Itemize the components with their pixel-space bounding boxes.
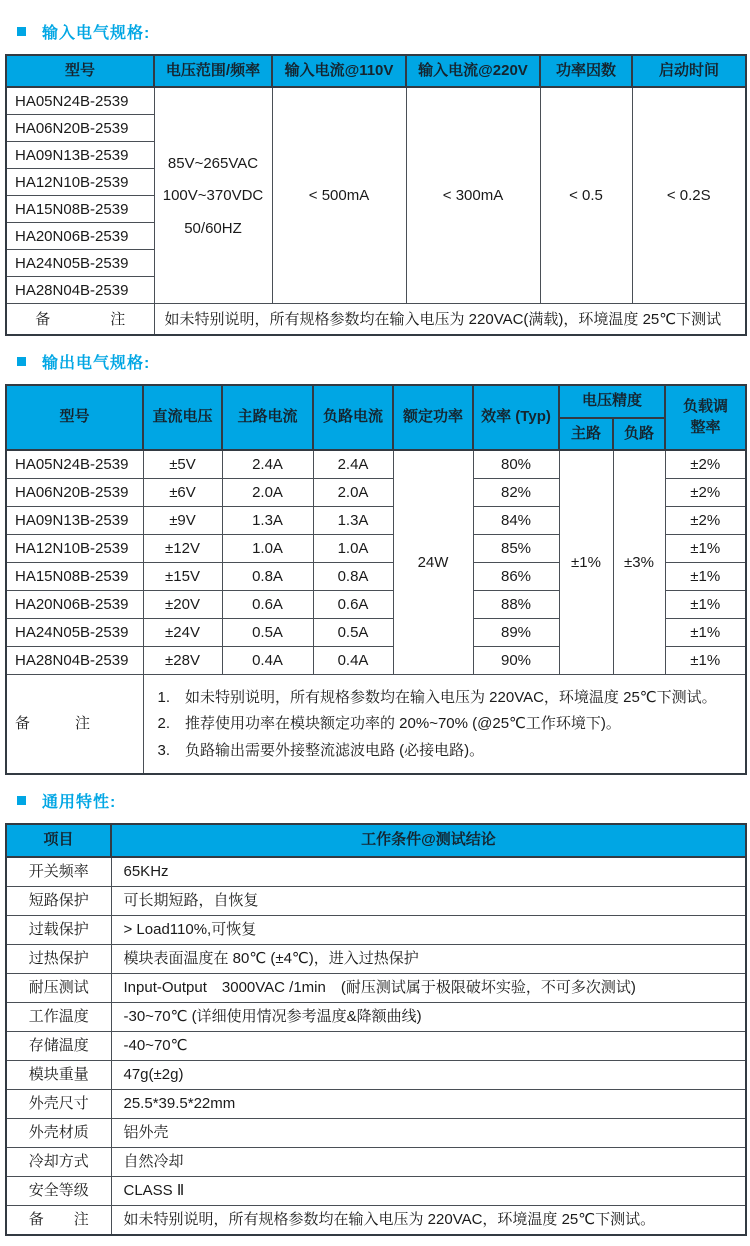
- main-current-cell: 2.4A: [222, 450, 313, 479]
- neg-current-cell: 0.4A: [313, 646, 393, 674]
- remark-line-1: 1. 如未特别说明，所有规格参数均在输入电压为 220VAC，环境温度 25℃下测试。: [157, 688, 717, 706]
- model-cell: HA05N24B-2539: [6, 450, 143, 479]
- general-section-title: [17, 789, 745, 812]
- dc-voltage-cell: ±24V: [143, 618, 222, 646]
- table-row: [6, 450, 746, 479]
- table-row: [6, 1118, 746, 1147]
- power-factor-cell: < 0.5: [540, 87, 632, 304]
- dc-voltage-cell: ±5V: [143, 450, 222, 479]
- input-spec-table: [5, 54, 747, 336]
- model-cell: HA09N13B-2539: [6, 142, 154, 169]
- main-current-cell: 1.3A: [222, 506, 313, 534]
- item-cell: 外壳尺寸: [6, 1089, 111, 1118]
- neg-current-cell: 2.4A: [313, 450, 393, 479]
- col-header-voltage-precision: 电压精度: [559, 385, 665, 417]
- general-header-row: [6, 824, 746, 856]
- load-reg-cell: ±2%: [665, 506, 746, 534]
- load-reg-cell: ±2%: [665, 450, 746, 479]
- load-reg-cell: ±2%: [665, 478, 746, 506]
- efficiency-cell: 88%: [473, 590, 559, 618]
- item-cell: 开关频率: [6, 857, 111, 887]
- model-cell: HA20N06B-2539: [6, 223, 154, 250]
- efficiency-cell: 86%: [473, 562, 559, 590]
- load-reg-cell: ±1%: [665, 618, 746, 646]
- model-cell: HA24N05B-2539: [6, 618, 143, 646]
- col-header-main-current: 主路电流: [222, 385, 313, 450]
- precision-neg-cell: ±3%: [613, 450, 665, 675]
- col-header-condition: 工作条件@测试结论: [111, 824, 746, 856]
- model-cell: HA06N20B-2539: [6, 115, 154, 142]
- precision-main-cell: ±1%: [559, 450, 613, 675]
- main-current-cell: 0.5A: [222, 618, 313, 646]
- remark-text: 如未特别说明，所有规格参数均在输入电压为 220VAC(满载)，环境温度 25℃下测试: [154, 304, 746, 336]
- col-header-voltage-range: 电压范围/频率: [154, 55, 272, 87]
- voltage-line-2: 100V~370VDC: [162, 187, 264, 204]
- value-cell: 47g(±2g): [111, 1060, 746, 1089]
- main-current-cell: 2.0A: [222, 478, 313, 506]
- load-reg-cell: ±1%: [665, 646, 746, 674]
- dc-voltage-cell: ±28V: [143, 646, 222, 674]
- model-cell: HA15N08B-2539: [6, 562, 143, 590]
- main-current-cell: 0.8A: [222, 562, 313, 590]
- remark-line-3: 3. 负路输出需要外接整流滤波电路 (必接电路)。: [157, 741, 485, 759]
- input-remark-row: [6, 304, 746, 336]
- voltage-line-3: 50/60HZ: [184, 219, 242, 237]
- model-cell: HA20N06B-2539: [6, 590, 143, 618]
- col-header-model: 型号: [6, 385, 143, 450]
- remark-label: 备 注: [6, 674, 143, 774]
- value-cell: 可长期短路，自恢复: [111, 886, 746, 915]
- dc-voltage-cell: ±12V: [143, 534, 222, 562]
- item-cell: 过热保护: [6, 944, 111, 973]
- table-row: [6, 1089, 746, 1118]
- col-header-rated-power: 额定功率: [393, 385, 473, 450]
- value-cell: 65KHz: [111, 857, 746, 887]
- model-cell: HA06N20B-2539: [6, 478, 143, 506]
- input-header-row: [6, 55, 746, 87]
- table-row: [6, 886, 746, 915]
- value-cell: CLASS Ⅱ: [111, 1176, 746, 1205]
- table-row: [6, 87, 746, 115]
- dc-voltage-cell: ±6V: [143, 478, 222, 506]
- neg-current-cell: 0.8A: [313, 562, 393, 590]
- item-cell: 模块重量: [6, 1060, 111, 1089]
- item-cell: 存储温度: [6, 1031, 111, 1060]
- model-cell: HA15N08B-2539: [6, 196, 154, 223]
- table-row: [6, 944, 746, 973]
- efficiency-cell: 82%: [473, 478, 559, 506]
- section-bullet-icon: [17, 27, 26, 36]
- efficiency-cell: 80%: [473, 450, 559, 479]
- output-header-row-1: [6, 385, 746, 417]
- col-header-dc-voltage: 直流电压: [143, 385, 222, 450]
- col-header-precision-main: 主路: [559, 418, 613, 450]
- load-reg-cell: ±1%: [665, 590, 746, 618]
- dc-voltage-cell: ±15V: [143, 562, 222, 590]
- general-spec-table: [5, 823, 747, 1235]
- table-row: [6, 1176, 746, 1205]
- model-cell: HA28N04B-2539: [6, 277, 154, 304]
- rated-power-cell: 24W: [393, 450, 473, 675]
- main-current-cell: 1.0A: [222, 534, 313, 562]
- main-current-cell: 0.6A: [222, 590, 313, 618]
- voltage-range-cell: [154, 87, 272, 304]
- efficiency-cell: 85%: [473, 534, 559, 562]
- col-header-model: 型号: [6, 55, 154, 87]
- startup-time-cell: < 0.2S: [632, 87, 746, 304]
- model-cell: HA12N10B-2539: [6, 169, 154, 196]
- model-cell: HA12N10B-2539: [6, 534, 143, 562]
- model-cell: HA28N04B-2539: [6, 646, 143, 674]
- section-title-text: 输出电气规格:: [42, 355, 151, 373]
- dc-voltage-cell: ±9V: [143, 506, 222, 534]
- neg-current-cell: 0.6A: [313, 590, 393, 618]
- neg-current-cell: 2.0A: [313, 478, 393, 506]
- item-cell: 耐压测试: [6, 973, 111, 1002]
- table-row: [6, 1031, 746, 1060]
- output-section-title: [17, 350, 745, 373]
- value-cell: Input-Output 3000VAC /1min (耐压测试属于极限破坏实验，不可多次测试): [111, 973, 746, 1002]
- value-cell: -40~70℃: [111, 1031, 746, 1060]
- section-title-text: 通用特性:: [42, 794, 117, 812]
- value-cell: 模块表面温度在 80℃ (±4℃)，进入过热保护: [111, 944, 746, 973]
- section-title-text: 输入电气规格:: [42, 25, 151, 42]
- section-bullet-icon: [17, 796, 26, 805]
- table-row: [6, 857, 746, 887]
- col-header-load-reg: 负载调整率: [665, 385, 746, 450]
- value-cell: 自然冷却: [111, 1147, 746, 1176]
- remark-line-2: 2. 推荐使用功率在模块额定功率的 20%~70% (@25℃工作环境下)。: [157, 715, 621, 733]
- load-reg-cell: ±1%: [665, 534, 746, 562]
- col-header-efficiency: 效率 (Typ): [473, 385, 559, 450]
- input-section-title: [17, 20, 745, 43]
- col-header-power-factor: 功率因数: [540, 55, 632, 87]
- load-reg-cell: ±1%: [665, 562, 746, 590]
- remark-label: 备 注: [6, 304, 154, 336]
- dc-voltage-cell: ±20V: [143, 590, 222, 618]
- col-header-item: 项目: [6, 824, 111, 856]
- value-cell: 铝外壳: [111, 1118, 746, 1147]
- efficiency-cell: 90%: [473, 646, 559, 674]
- table-row: [6, 915, 746, 944]
- item-cell: 冷却方式: [6, 1147, 111, 1176]
- current-110-cell: < 500mA: [272, 87, 406, 304]
- table-row: [6, 1147, 746, 1176]
- col-header-neg-current: 负路电流: [313, 385, 393, 450]
- item-cell: 工作温度: [6, 1002, 111, 1031]
- main-current-cell: 0.4A: [222, 646, 313, 674]
- col-header-current-220: 输入电流@220V: [406, 55, 540, 87]
- model-cell: HA05N24B-2539: [6, 87, 154, 115]
- remark-text: [143, 674, 746, 774]
- value-cell: 25.5*39.5*22mm: [111, 1089, 746, 1118]
- output-spec-table: [5, 384, 747, 775]
- col-header-precision-neg: 负路: [613, 418, 665, 450]
- model-cell: HA09N13B-2539: [6, 506, 143, 534]
- voltage-line-1: 85V~265VAC: [167, 154, 259, 172]
- efficiency-cell: 89%: [473, 618, 559, 646]
- value-cell: > Load110%,可恢复: [111, 915, 746, 944]
- general-remark-row: [6, 1205, 746, 1235]
- remark-text: 如未特别说明，所有规格参数均在输入电压为 220VAC，环境温度 25℃下测试。: [111, 1205, 746, 1235]
- remark-label: 备 注: [6, 1205, 111, 1235]
- value-cell: -30~70℃ (详细使用情况参考温度&降额曲线): [111, 1002, 746, 1031]
- item-cell: 过载保护: [6, 915, 111, 944]
- table-row: [6, 1002, 746, 1031]
- item-cell: 外壳材质: [6, 1118, 111, 1147]
- efficiency-cell: 84%: [473, 506, 559, 534]
- item-cell: 安全等级: [6, 1176, 111, 1205]
- neg-current-cell: 1.0A: [313, 534, 393, 562]
- section-bullet-icon: [17, 357, 26, 366]
- table-row: [6, 1060, 746, 1089]
- output-remark-row: [6, 674, 746, 774]
- item-cell: 短路保护: [6, 886, 111, 915]
- col-header-current-110: 输入电流@110V: [272, 55, 406, 87]
- model-cell: HA24N05B-2539: [6, 250, 154, 277]
- col-header-startup-time: 启动时间: [632, 55, 746, 87]
- neg-current-cell: 0.5A: [313, 618, 393, 646]
- current-220-cell: < 300mA: [406, 87, 540, 304]
- neg-current-cell: 1.3A: [313, 506, 393, 534]
- table-row: [6, 973, 746, 1002]
